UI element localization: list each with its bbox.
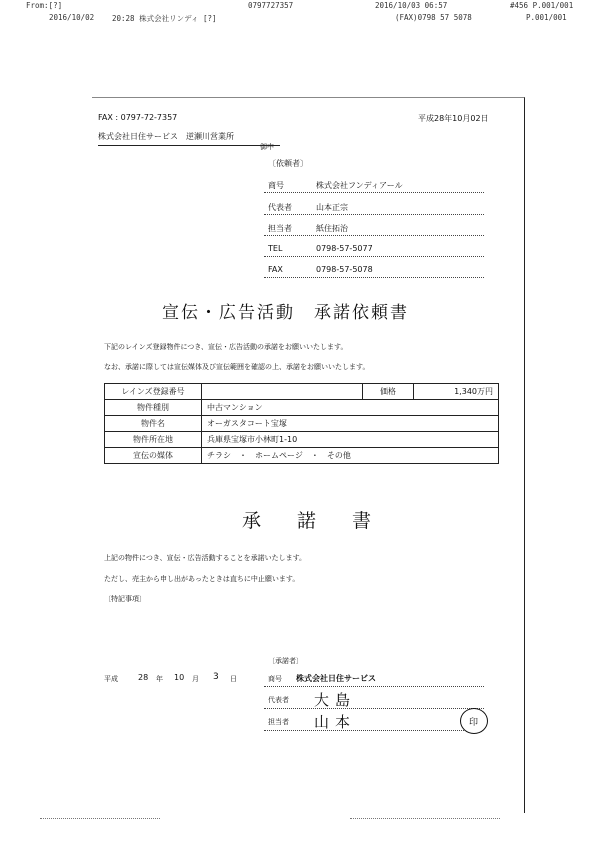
property-type-value: 中古マンション [202, 400, 499, 416]
media-value: チラシ ・ ホームページ ・ その他 [202, 448, 499, 464]
approver-label-rep: 代表者 [268, 696, 289, 704]
requester-representative: 山本正宗 [316, 203, 348, 212]
requester-label-company: 商号 [268, 181, 284, 190]
special-notes-label: 〔特記事項〕 [104, 595, 146, 603]
reins-label: レインズ登録番号 [105, 384, 202, 400]
fax-header-page-2: P.001/001 [526, 13, 567, 22]
consent-date-y: 年 [156, 675, 163, 683]
price-value: 1,340万円 [414, 384, 499, 400]
requester-label-fax: FAX [268, 265, 283, 274]
property-type-label: 物件種別 [105, 400, 202, 416]
media-label: 宣伝の媒体 [105, 448, 202, 464]
seal-text: 印 [469, 718, 479, 728]
approver-label-staff: 担当者 [268, 718, 289, 726]
consent-line-2: ただし、売主から申し出があったときは直ちに中止願います。 [104, 575, 300, 583]
fax-header-date: 2016/10/02 [49, 13, 95, 22]
consent-line-1: 上記の物件につき、宣伝・広告活動することを承諾いたします。 [104, 554, 307, 562]
recipient-company: 株式会社日住サービス 逆瀬川営業所 [98, 132, 234, 141]
requester-fax: 0798-57-5078 [316, 265, 373, 274]
consent-date-m: 月 [192, 675, 199, 683]
property-table [104, 383, 499, 464]
document-page [92, 97, 525, 813]
fax-header-from: From:[?] [26, 1, 63, 10]
document-date: 平成28年10月02日 [418, 114, 489, 123]
document-title: 宣伝・広告活動 承諾依頼書 [162, 303, 409, 323]
sender-fax: FAX : 0797-72-7357 [98, 113, 178, 122]
table-row [105, 432, 499, 448]
requester-label: 〔依頼者〕 [268, 159, 308, 168]
property-address-label: 物件所在地 [105, 432, 202, 448]
consent-title: 承諾書 [242, 510, 408, 532]
consent-date-day: 3 [213, 672, 219, 682]
property-address-value: 兵庫県宝塚市小林町1-10 [202, 432, 499, 448]
table-row [105, 384, 499, 400]
approver-company: 株式会社日住サービス [296, 674, 376, 683]
fax-header-page: #456 P.001/001 [510, 1, 574, 10]
requester-label-tel: TEL [268, 244, 283, 253]
table-row [105, 416, 499, 432]
footer-dots-right [350, 818, 500, 819]
approver-staff: 山本 [314, 713, 357, 731]
approver-label-company: 商号 [268, 675, 282, 683]
approver-label: 〔承諾者〕 [268, 657, 303, 665]
requester-staff: 紙住拓治 [316, 224, 348, 233]
reins-value [202, 384, 363, 400]
request-body-line-2: なお、承諾に際しては宣伝媒体及び宣伝範囲を確認の上、承諾をお願いいたします。 [104, 363, 370, 371]
consent-date-month: 10 [174, 673, 185, 682]
price-label: 価格 [363, 384, 414, 400]
approver-representative: 大島 [314, 691, 357, 709]
consent-date-year: 28 [138, 673, 149, 682]
requester-company: 株式会社フンディアール [316, 181, 403, 190]
fax-header-time: 2016/10/03 06:57 [375, 1, 448, 10]
fax-header-sender: 20:28 株式会社リンディ [?] [112, 14, 217, 23]
fax-header-number: 0797727357 [248, 1, 294, 10]
company-seal-icon [460, 708, 488, 734]
table-row [105, 448, 499, 464]
request-body-line-1: 下記のレインズ登録物件につき、宣伝・広告活動の承諾をお願いいたします。 [104, 343, 348, 351]
fax-header-fax: (FAX)0798 57 5078 [395, 13, 472, 22]
requester-label-rep: 代表者 [268, 203, 292, 212]
footer-dots-left [40, 818, 160, 819]
table-row [105, 400, 499, 416]
consent-date-era: 平成 [104, 675, 118, 683]
consent-date-d: 日 [230, 675, 237, 683]
requester-tel: 0798-57-5077 [316, 244, 373, 253]
requester-label-staff: 担当者 [268, 224, 292, 233]
recipient-honorific: 御中 [260, 143, 274, 151]
property-name-value: オーガスタコート宝塚 [202, 416, 499, 432]
property-name-label: 物件名 [105, 416, 202, 432]
